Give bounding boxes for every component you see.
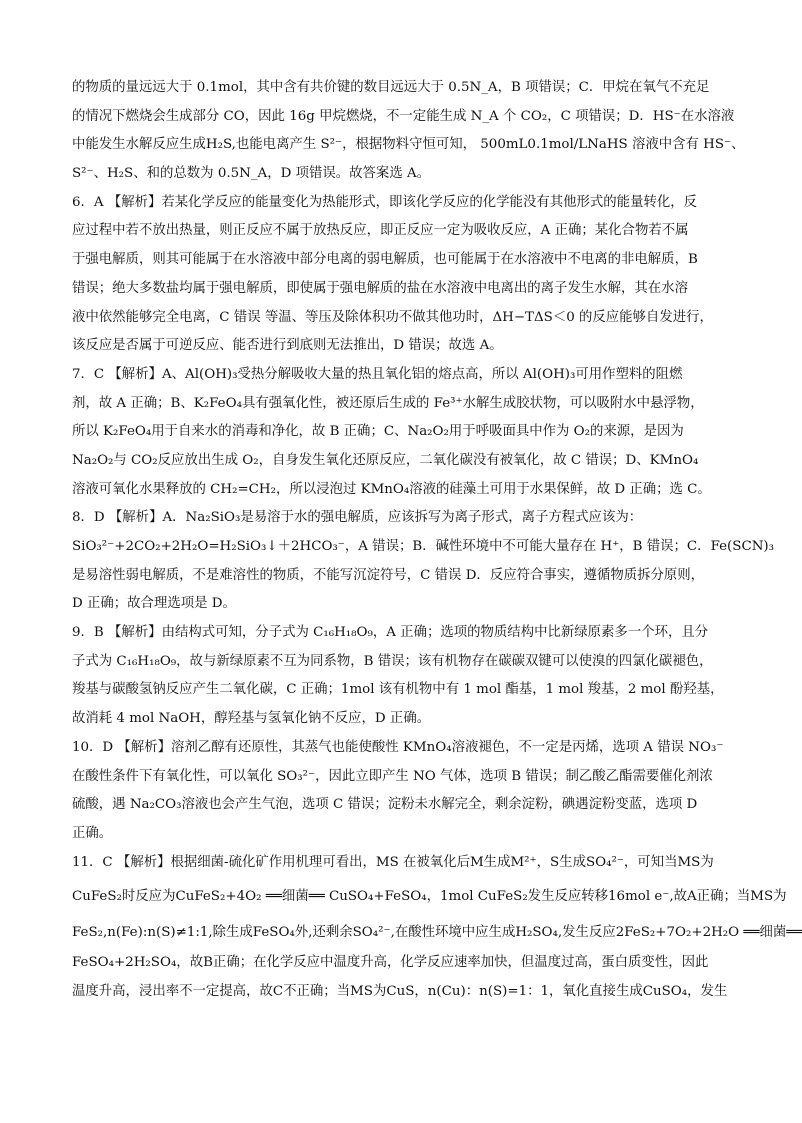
text-line: 中能发生水解反应生成H₂S,也能电离产生 S²⁻，根据物料守恒可知， 500mL0.1mol/LNaHS 溶液中含有 HS⁻、 (72, 137, 745, 153)
text-line: 所以 K₂FeO₄用于自来水的消毒和净化，故 B 正确；C、Na₂O₂用于呼吸面具中作为 O₂的来源，是因为 (72, 424, 684, 440)
text-line: SiO₃²⁻+2CO₂+2H₂O=H₂SiO₃↓＋2HCO₃⁻，A 错误；B．碱性环境中不可能大量存在 H⁺，B 错误；C．Fe(SCN)₃ (72, 539, 775, 554)
text-line: 7．C 【解析】A、Al(OH)₃受热分解吸收大量的热且氧化铝的熔点高，所以 Al(OH)₃可用作塑料的阻燃 (72, 366, 683, 382)
text-line: 该反应是否属于可逆反应、能否进行到底则无法推出，D 错误；故选 A。 (72, 338, 503, 354)
text-line: 9．B 【解析】由结构式可知，分子式为 C₁₆H₁₈O₉，A 正确；选项的物质结构中比新绿原素多一个环，且分 (72, 625, 709, 641)
text-line: D 正确；故合理选项是 D。 (72, 596, 236, 612)
text-line: 是易溶性弱电解质，不是难溶性的物质，不能写沉淀符号，C 错误 D．反应符合事实，遵循物质拆分原则， (72, 567, 705, 583)
text-line: 故消耗 4 mol NaOH，醇羟基与氢氧化钠不反应，D 正确。 (72, 711, 431, 727)
text-line: 硫酸，遇 Na₂CO₃溶液也会产生气泡，选项 C 错误；淀粉未水解完全，剩余淀粉，碘遇淀粉变蓝，选项 D (72, 797, 698, 813)
text-line: 正确。 (72, 825, 113, 841)
text-line: 于强电解质，则其可能属于在水溶液中部分电离的弱电解质，也可能属于在水溶液中不电离的非电解质，B (72, 252, 698, 268)
text-line: FeS₂,n(Fe):n(S)≠1:1,除生成FeSO₄外,还剩余SO₄²⁻,在酸性环境中应生成H₂SO₄,发生反应2FeS₂+7O₂+2H₂O ══细菌══ (72, 925, 802, 941)
document-body (72, 74, 802, 1035)
text-line: 11．C 【解析】根据细菌-硫化矿作用机理可看出，MS 在被氧化后M生成M²⁺，S生成SO₄²⁻，可知当MS为 (72, 854, 714, 870)
text-line: 应过程中若不放出热量，则正反应不属于放热反应，即正反应一定为吸收反应，A 正确；某化合物若不属 (72, 223, 689, 239)
text-line: 错误；绝大多数盐均属于强电解质，即使属于强电解质的盐在水溶液中电离出的离子发生水解，其在水溶 (72, 280, 688, 296)
text-line: S²⁻、H₂S、和的总数为 0.5N_A，D 项错误。故答案选 A。 (72, 166, 431, 182)
text-line: CuFeS₂时反应为CuFeS₂+4O₂ ══细菌══ CuSO₄+FeSO₄，1mol CuFeS₂发生反应转移16mol e⁻,故A正确；当MS为 (72, 889, 787, 905)
text-line: Na₂O₂与 CO₂反应放出生成 O₂，自身发生氧化还原反应，二氧化碳没有被氧化，故 C 错误；D、KMnO₄ (72, 452, 699, 468)
text-line: 6．A 【解析】若某化学反应的能量变化为热能形式，即该化学反应的化学能没有其他形式的能量转化，反 (72, 194, 698, 210)
text-line: FeSO₄+2H₂SO₄，故B正确；在化学反应中温度升高，化学反应速率加快，但温度过高，蛋白质变性，因此 (72, 955, 709, 971)
text-line: 的物质的量远远大于 0.1mol，其中含有共价键的数目远远大于 0.5N_A，B 项错误；C．甲烷在氧气不充足 (72, 80, 710, 95)
text-line: 羧基与碳酸氢钠反应产生二氧化碳，C 正确；1mol 该有机物中有 1 mol 酯基，1 mol 羧基，2 mol 酚羟基， (72, 682, 724, 698)
text-line: 液中依然能够完全电离，C 错误 等温、等压及除体积功不做其他功时，ΔH−TΔS＜0 的反应能够自发进行， (72, 309, 713, 325)
text-line: 溶液可氧化水果释放的 CH₂=CH₂，所以浸泡过 KMnO₄溶液的硅藻土可用于水果保鲜，故 D 正确；选 C。 (72, 481, 711, 497)
text-line: 在酸性条件下有氧化性，可以氧化 SO₃²⁻，因此立即产生 NO 气体，选项 B 错误；制乙酸乙酯需要催化剂浓 (72, 768, 713, 784)
text-line: 子式为 C₁₆H₁₈O₉，故与新绿原素不互为同系物，B 错误；该有机物存在碳碳双键可以使溴的四氯化碳褪色， (72, 653, 713, 669)
text-line (72, 1007, 722, 1036)
text-line: 10．D 【解析】溶剂乙醇有还原性，其蒸气也能使酸性 KMnO₄溶液褪色，不一定是丙烯，选项 A 错误 NO₃⁻ (72, 739, 724, 755)
text-line: 剂，故 A 正确；B、K₂FeO₄具有强氧化性，被还原后生成的 Fe³⁺水解生成胶状物，可以吸附水中悬浮物， (72, 395, 704, 411)
text-line: 8．D 【解析】A．Na₂SiO₃是易溶于水的强电解质，应该拆写为离子形式，离子方程式应该为： (72, 510, 643, 526)
text-line: 温度升高，浸出率不一定提高，故C不正确；当MS为CuS，n(Cu)：n(S)=1：1，氧化直接生成CuSO₄，发生 (72, 983, 728, 999)
text-line: 的情况下燃烧会生成部分 CO，因此 16g 甲烷燃烧，不一定能生成 N_A 个 CO₂，C 项错误；D．HS⁻在水溶液 (72, 108, 735, 124)
